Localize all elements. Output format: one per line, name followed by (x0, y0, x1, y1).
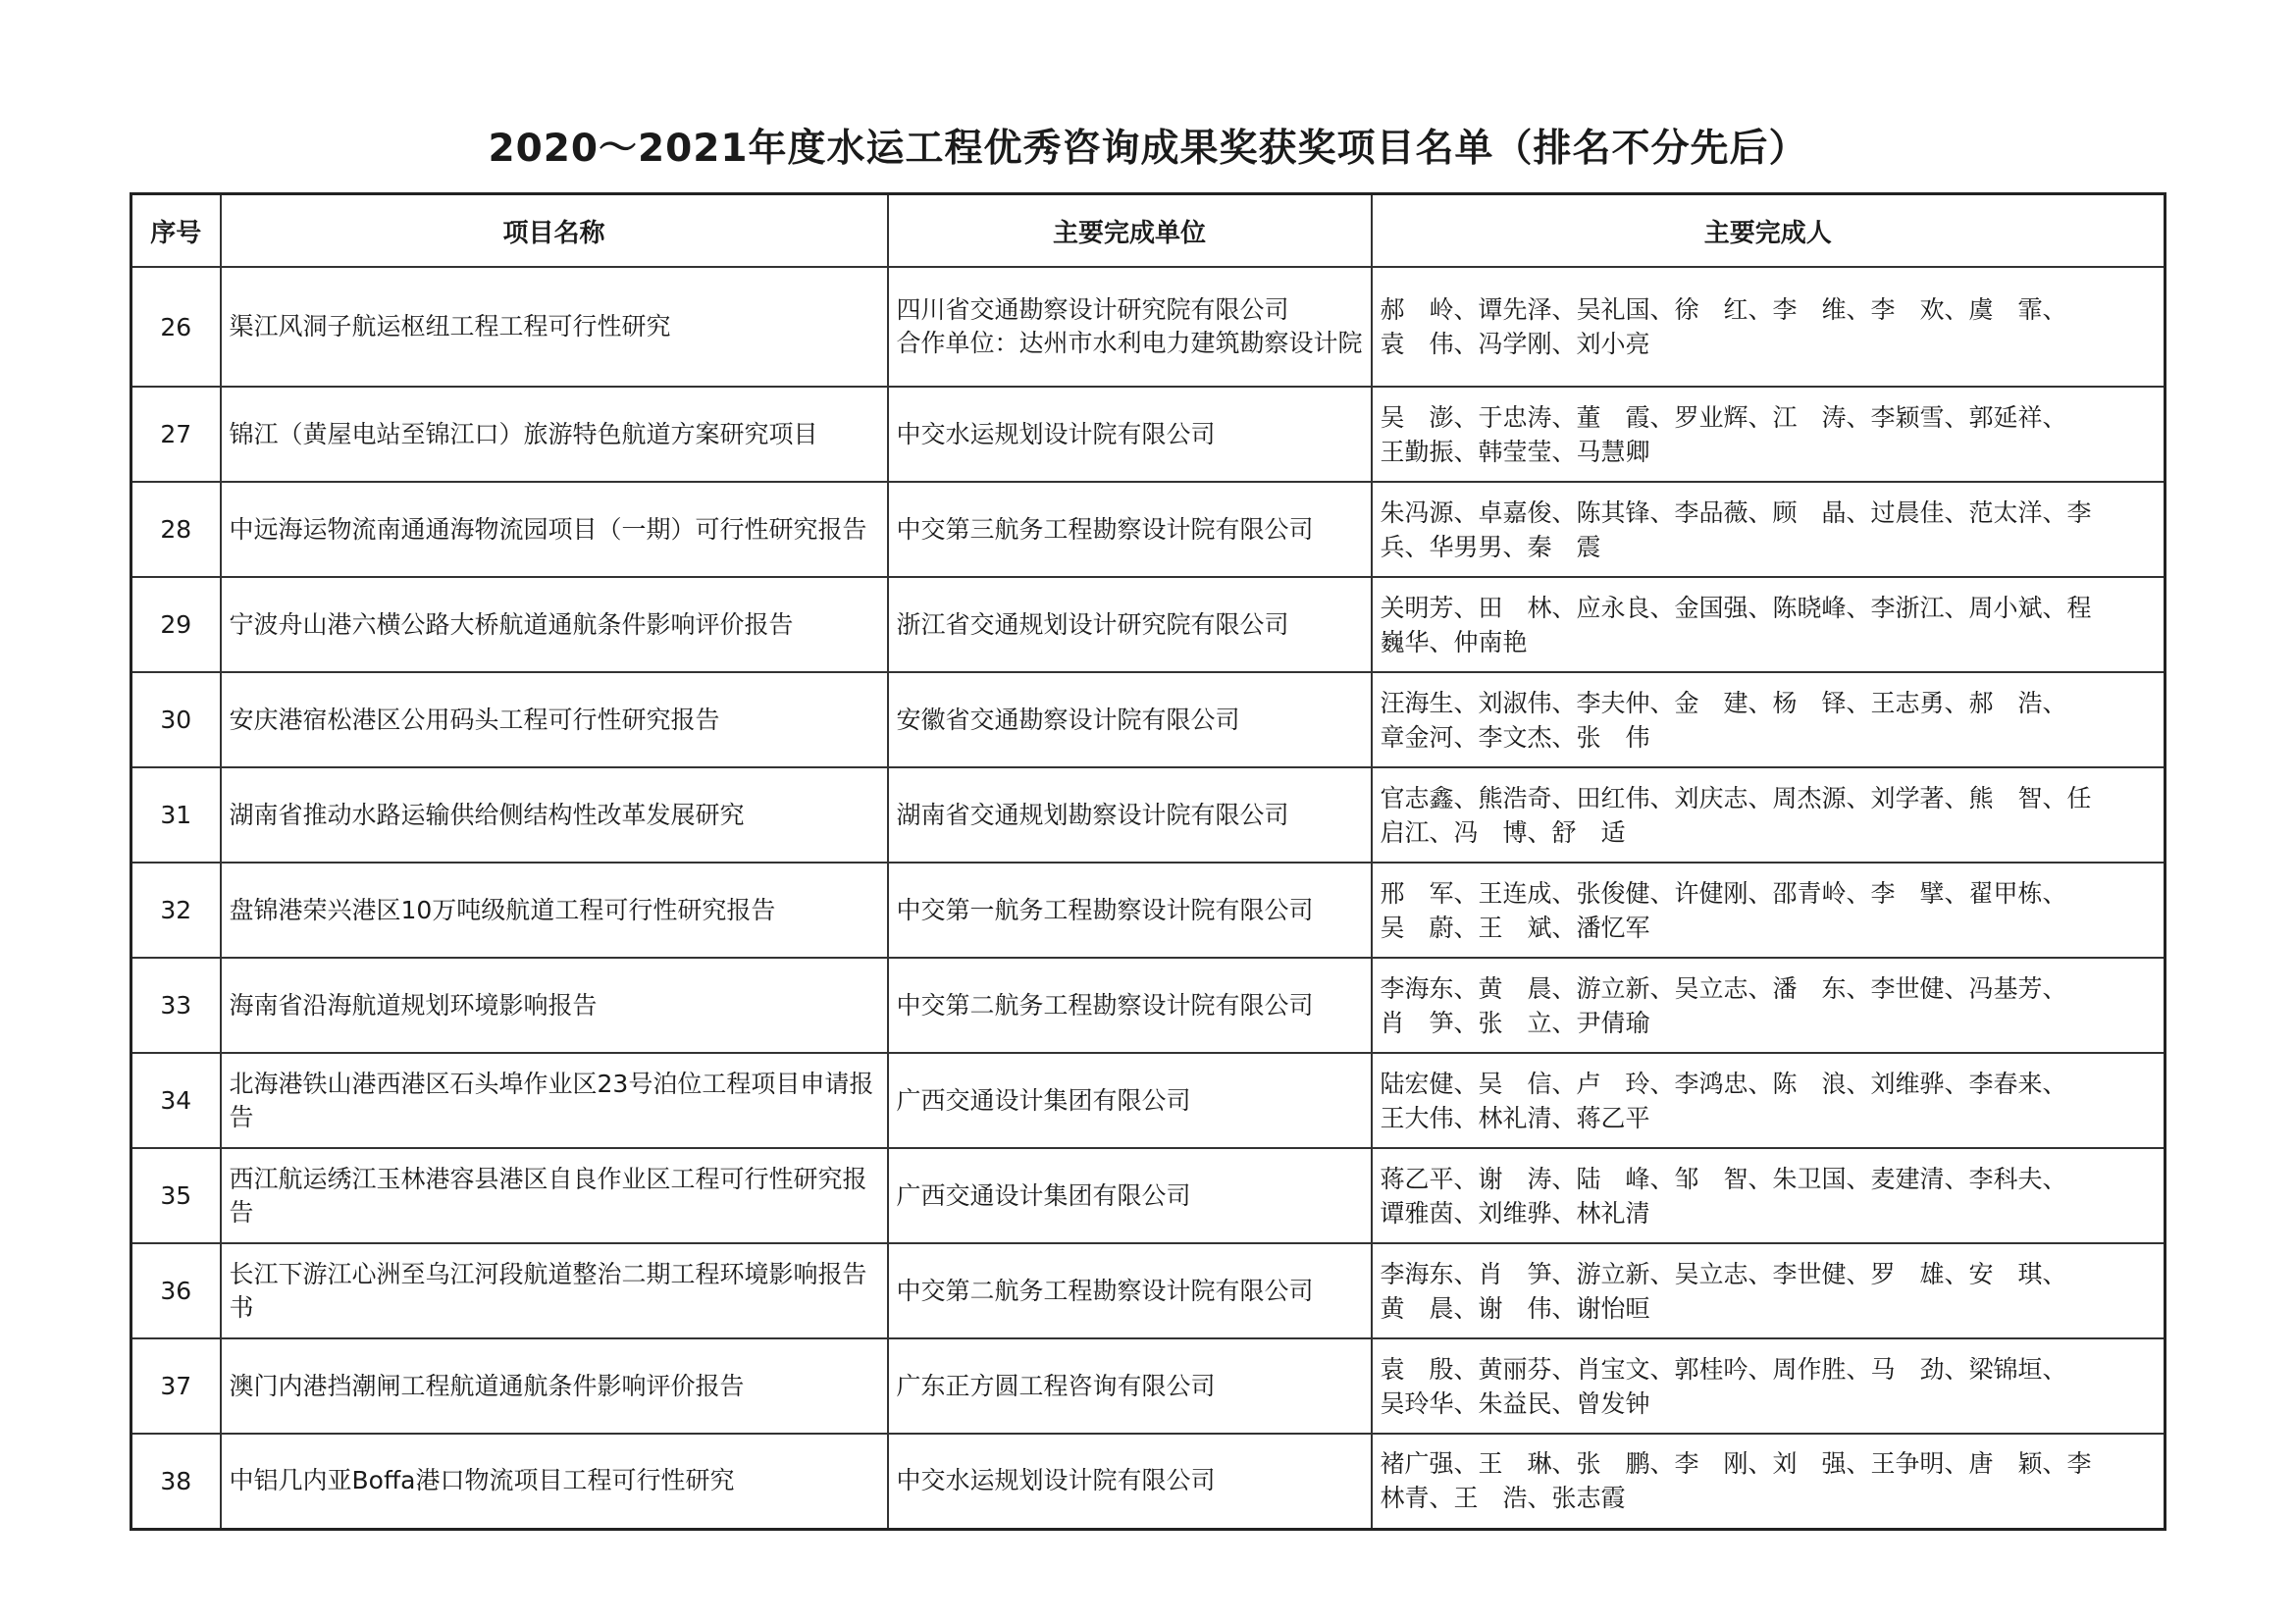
table-row (131, 387, 2166, 482)
people-cell: 吴 澎、于忠涛、董 霞、罗业辉、江 涛、李颖雪、郭延祥、 王勤振、韩莹莹、马慧卿 (1372, 387, 2166, 482)
unit-cell: 浙江省交通规划设计研究院有限公司 (888, 577, 1372, 672)
unit-cell: 中交第一航务工程勘察设计院有限公司 (888, 863, 1372, 958)
people-cell: 蒋乙平、谢 涛、陆 峰、邹 智、朱卫国、麦建清、李科夫、 谭雅茵、刘维骅、林礼清 (1372, 1148, 2166, 1243)
unit-cell: 四川省交通勘察设计研究院有限公司 合作单位：达州市水利电力建筑勘察设计院 (888, 267, 1372, 387)
unit-cell: 中交第二航务工程勘察设计院有限公司 (888, 958, 1372, 1053)
unit-cell: 广西交通设计集团有限公司 (888, 1148, 1372, 1243)
project-name-cell: 盘锦港荣兴港区10万吨级航道工程可行性研究报告 (221, 863, 888, 958)
people-cell: 郝 岭、谭先泽、吴礼国、徐 红、李 维、李 欢、虞 霏、 袁 伟、冯学刚、刘小亮 (1372, 267, 2166, 387)
people-cell: 褚广强、王 琳、张 鹏、李 刚、刘 强、王争明、唐 颖、李 林青、王 浩、张志霞 (1372, 1434, 2166, 1529)
people-cell: 关明芳、田 林、应永良、金国强、陈晓峰、李浙江、周小斌、程 巍华、仲南艳 (1372, 577, 2166, 672)
table-row (131, 577, 2166, 672)
unit-cell: 广东正方圆工程咨询有限公司 (888, 1338, 1372, 1434)
unit-cell: 安徽省交通勘察设计院有限公司 (888, 672, 1372, 767)
table-row (131, 1434, 2166, 1529)
project-name-cell: 澳门内港挡潮闸工程航道通航条件影响评价报告 (221, 1338, 888, 1434)
project-name-cell: 宁波舟山港六横公路大桥航道通航条件影响评价报告 (221, 577, 888, 672)
people-cell: 官志鑫、熊浩奇、田红伟、刘庆志、周杰源、刘学著、熊 智、任 启江、冯 博、舒 适 (1372, 767, 2166, 863)
seq-cell: 30 (131, 672, 221, 767)
people-cell: 汪海生、刘淑伟、李夫仲、金 建、杨 铎、王志勇、郝 浩、 章金河、李文杰、张 伟 (1372, 672, 2166, 767)
unit-cell: 中交水运规划设计院有限公司 (888, 387, 1372, 482)
unit-cell: 广西交通设计集团有限公司 (888, 1053, 1372, 1148)
header-seq: 序号 (131, 194, 221, 268)
table-row (131, 672, 2166, 767)
table-row (131, 1053, 2166, 1148)
project-name-cell: 中铝几内亚Boffa港口物流项目工程可行性研究 (221, 1434, 888, 1529)
people-cell: 邢 军、王连成、张俊健、许健刚、邵青岭、李 擘、翟甲栋、 吴 蔚、王 斌、潘忆军 (1372, 863, 2166, 958)
seq-cell: 34 (131, 1053, 221, 1148)
seq-cell: 28 (131, 482, 221, 577)
seq-cell: 32 (131, 863, 221, 958)
people-cell: 李海东、肖 笋、游立新、吴立志、李世健、罗 雄、安 琪、 黄 晨、谢 伟、谢怡晅 (1372, 1243, 2166, 1338)
seq-cell: 26 (131, 267, 221, 387)
project-name-cell: 长江下游江心洲至乌江河段航道整治二期工程环境影响报告书 (221, 1243, 888, 1338)
seq-cell: 33 (131, 958, 221, 1053)
page-title: 2020～2021年度水运工程优秀咨询成果奖获奖项目名单（排名不分先后） (488, 127, 1808, 171)
project-name-cell: 安庆港宿松港区公用码头工程可行性研究报告 (221, 672, 888, 767)
table-header-row (131, 194, 2166, 268)
unit-cell: 中交第二航务工程勘察设计院有限公司 (888, 1243, 1372, 1338)
unit-cell: 中交第三航务工程勘察设计院有限公司 (888, 482, 1372, 577)
table-row (131, 1338, 2166, 1434)
seq-cell: 37 (131, 1338, 221, 1434)
table-row (131, 482, 2166, 577)
table-row (131, 767, 2166, 863)
project-name-cell: 中远海运物流南通通海物流园项目（一期）可行性研究报告 (221, 482, 888, 577)
unit-cell: 中交水运规划设计院有限公司 (888, 1434, 1372, 1529)
header-unit: 主要完成单位 (888, 194, 1372, 268)
people-cell: 袁 殷、黄丽芬、肖宝文、郭桂吟、周作胜、马 劲、梁锦垣、 吴玲华、朱益民、曾发钟 (1372, 1338, 2166, 1434)
project-name-cell: 锦江（黄屋电站至锦江口）旅游特色航道方案研究项目 (221, 387, 888, 482)
seq-cell: 35 (131, 1148, 221, 1243)
header-project-name: 项目名称 (221, 194, 888, 268)
seq-cell: 36 (131, 1243, 221, 1338)
seq-cell: 31 (131, 767, 221, 863)
people-cell: 朱冯源、卓嘉俊、陈其锋、李品薇、顾 晶、过晨佳、范太洋、李 兵、华男男、秦 震 (1372, 482, 2166, 577)
people-cell: 李海东、黄 晨、游立新、吴立志、潘 东、李世健、冯基芳、 肖 笋、张 立、尹倩瑜 (1372, 958, 2166, 1053)
table-row (131, 1148, 2166, 1243)
table-row (131, 863, 2166, 958)
table-row (131, 1243, 2166, 1338)
project-name-cell: 北海港铁山港西港区石头埠作业区23号泊位工程项目申请报告 (221, 1053, 888, 1148)
table-row (131, 958, 2166, 1053)
project-name-cell: 西江航运绣江玉林港容县港区自良作业区工程可行性研究报告 (221, 1148, 888, 1243)
table-row (131, 267, 2166, 387)
seq-cell: 29 (131, 577, 221, 672)
project-name-cell: 湖南省推动水路运输供给侧结构性改革发展研究 (221, 767, 888, 863)
people-cell: 陆宏健、吴 信、卢 玲、李鸿忠、陈 浪、刘维骅、李春来、 王大伟、林礼清、蒋乙平 (1372, 1053, 2166, 1148)
awards-table (130, 192, 2166, 1531)
project-name-cell: 渠江风洞子航运枢纽工程工程可行性研究 (221, 267, 888, 387)
seq-cell: 27 (131, 387, 221, 482)
project-name-cell: 海南省沿海航道规划环境影响报告 (221, 958, 888, 1053)
unit-cell: 湖南省交通规划勘察设计院有限公司 (888, 767, 1372, 863)
header-people: 主要完成人 (1372, 194, 2166, 268)
seq-cell: 38 (131, 1434, 221, 1529)
